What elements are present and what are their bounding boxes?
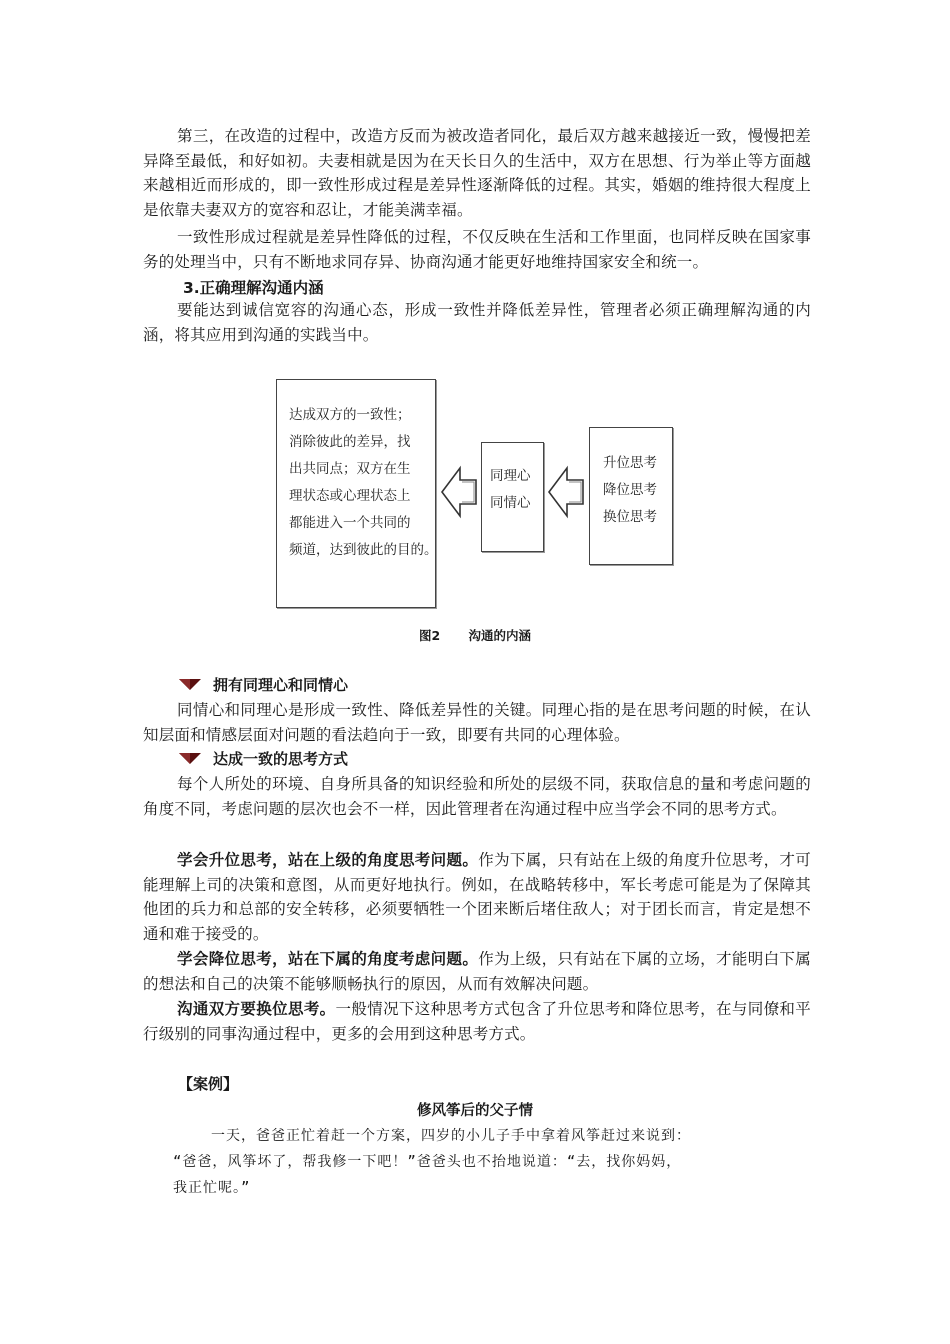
paragraph-upward-thinking xyxy=(143,848,811,946)
diagram-box-empathy xyxy=(481,442,544,552)
section-heading-3: 3.正确理解沟通内涵 xyxy=(183,279,324,297)
diagram-goal-line: 出共同点；双方在生 xyxy=(289,461,411,477)
diagram-goal-line: 达成双方的一致性； xyxy=(289,407,411,423)
case-story-line: 一天，爸爸正忙着赶一个方案，四岁的小儿子手中拿着风筝赶过来说到： xyxy=(211,1128,691,1144)
diagram-box-goal xyxy=(276,379,436,608)
diagram-empathy-line: 同情心 xyxy=(490,495,531,511)
paragraph-empathy: 同情心和同理心是形成一致性、降低差异性的关键。同理心指的是在思考问题的时候，在认知层面和情感层面对问题的看法趋向于一致，即要有共同的心理体验。 xyxy=(143,701,811,744)
diagram-goal-line: 频道，达到彼此的目的。 xyxy=(289,542,438,558)
diagram-goal-line: 消除彼此的差异，找 xyxy=(289,434,411,450)
arrow-bullet-icon xyxy=(177,677,203,691)
upward-thinking-lead: 学会升位思考，站在上级的角度思考问题。 xyxy=(177,851,479,869)
downward-thinking-lead: 学会降位思考，站在下属的角度考虑问题。 xyxy=(177,950,479,968)
diagram-thinking-line: 换位思考 xyxy=(603,509,657,525)
case-label: 【案例】 xyxy=(178,1075,239,1093)
case-story-line: “爸爸，风筝坏了，帮我修一下吧！”爸爸头也不抬地说道：“去，找你妈妈， xyxy=(173,1154,682,1170)
case-story xyxy=(173,1123,793,1201)
communication-diagram xyxy=(270,374,680,614)
diagram-empathy-line: 同理心 xyxy=(490,468,531,484)
arrow-bullet-icon xyxy=(177,751,203,765)
case-story-line: 我正忙呢。” xyxy=(173,1180,251,1196)
bullet-thinking xyxy=(177,747,348,769)
paragraph-swap-thinking xyxy=(143,997,811,1046)
bullet-thinking-label: 达成一致的思考方式 xyxy=(213,749,349,768)
downward-thinking-text: 作为上级，只有站在下属的立场，才能明白下属的想法和自己的决策不能够顺畅执行的原因，从而有效解决问题。 xyxy=(143,950,811,993)
paragraph-downward-thinking xyxy=(143,947,811,996)
bullet-empathy-label: 拥有同理心和同情心 xyxy=(213,675,349,694)
figure-caption: 图2 沟通的内涵 xyxy=(418,628,532,643)
paragraph-consistency: 一致性形成过程就是差异性降低的过程，不仅反映在生活和工作里面，也同样反映在国家事务的处理当中，只有不断地求同存异、协商沟通才能更好地维持国家安全和统一。 xyxy=(143,228,811,271)
diagram-box-thinking xyxy=(589,427,673,565)
diagram-goal-line: 都能进入一个共同的 xyxy=(289,515,411,531)
diagram-thinking-line: 升位思考 xyxy=(603,455,657,471)
diagram-thinking-line: 降位思考 xyxy=(603,482,657,498)
paragraph-thinking: 每个人所处的环境、自身所具备的知识经验和所处的层级不同，获取信息的量和考虑问题的角度不同，考虑问题的层次也会不一样，因此管理者在沟通过程中应当学会不同的思考方式。 xyxy=(143,775,811,818)
swap-thinking-text: 一般情况下这种思考方式包含了升位思考和降位思考，在与同僚和平行级别的同事沟通过程中，更多的会用到这种思考方式。 xyxy=(143,1000,811,1043)
left-arrow-icon xyxy=(547,464,585,520)
bullet-empathy xyxy=(177,673,348,695)
left-arrow-icon xyxy=(440,464,478,520)
upward-thinking-text: 作为下属，只有站在上级的角度升位思考，才可能理解上司的决策和意图，从而更好地执行。例如，在战略转移中，军长考虑可能是为了保障其他团的兵力和总部的安全转移，必须要牺牲一个团来断后堵住敌人；对于团长而言，肯定是想不通和难于接受的。 xyxy=(143,851,811,943)
swap-thinking-lead: 沟通双方要换位思考。 xyxy=(177,1000,336,1018)
paragraph-intro: 要能达到诚信宽容的沟通心态，形成一致性并降低差异性，管理者必须正确理解沟通的内涵，将其应用到沟通的实践当中。 xyxy=(143,301,811,344)
case-title: 修风筝后的父子情 xyxy=(417,1102,533,1119)
diagram-goal-line: 理状态或心理状态上 xyxy=(289,488,411,504)
paragraph-third-point: 第三，在改造的过程中，改造方反而为被改造者同化，最后双方越来越接近一致，慢慢把差异降至最低，和好如初。夫妻相就是因为在天长日久的生活中，双方在思想、行为举止等方面越来越相近而形成的，即一致性形成过程是差异性逐渐降低的过程。其实，婚姻的维持很大程度上是依靠夫妻双方的宽容和忍让，才能美满幸福。 xyxy=(143,127,811,219)
